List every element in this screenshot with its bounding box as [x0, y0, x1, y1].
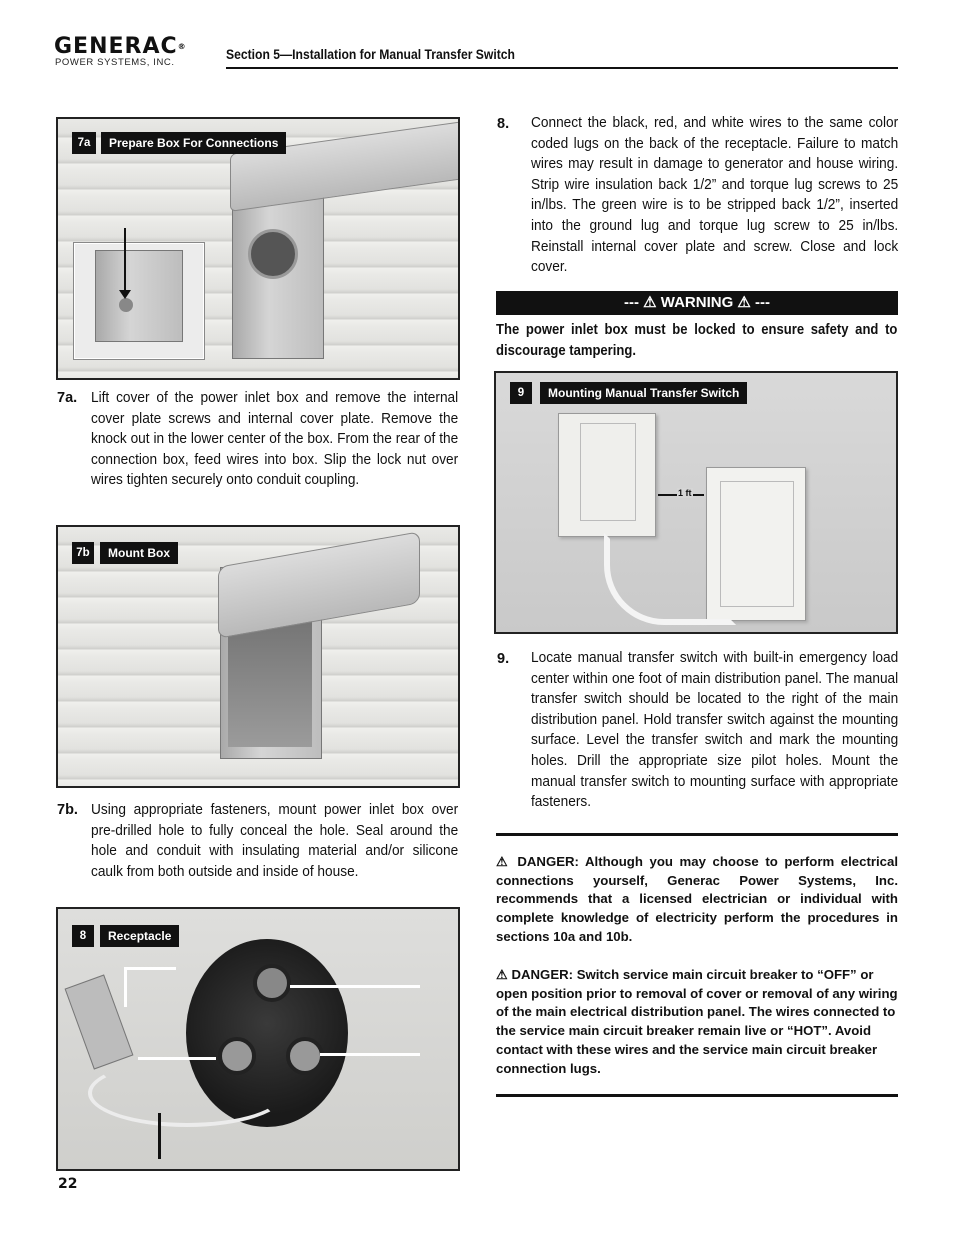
step-7a-body: Lift cover of the power inlet box and remove the internal cover plate screws and internal cover plate. Remove the knock out in the lower center of the box. From the rear of the connection box, feed wires into box. Slip the lock nut over wires tighten securely onto conduit coupling.: [91, 389, 459, 489]
logo-subtitle: POWER SYSTEMS, INC.: [55, 57, 175, 68]
pointer-arrow-top: [290, 985, 420, 988]
step-9-text: [531, 648, 898, 813]
step-7b-text: [91, 800, 458, 882]
pointer-arrow-right: [320, 1053, 420, 1056]
figure-7a-caption: Prepare Box For Connections: [101, 132, 286, 154]
page-number: 22: [58, 1176, 78, 1192]
warning-body: The power inlet box must be locked to ensure safety and to discourage tampering.: [496, 322, 898, 359]
warning-text: [496, 320, 898, 361]
registered-mark: ®: [177, 42, 187, 51]
inset-photo: [74, 243, 204, 359]
step-9-number: 9.: [497, 651, 510, 667]
step-7a-text: [91, 388, 458, 491]
figure-9: [494, 371, 898, 634]
figure-8-number: 8: [72, 925, 94, 947]
distance-label: 1 ft: [678, 488, 692, 498]
logo-text: GENERAC: [54, 34, 178, 59]
figure-7a-number: 7a: [72, 132, 96, 154]
danger-2: ⚠ DANGER: Switch service main circuit breaker to “OFF” or open position prior to removal of cover or removal of any wiring of the main electrical distribution panel. The wires connected to the service main circuit breaker remain live or “HOT”. Avoid contact with these wires and the service main circuit breaker connection lugs.: [496, 967, 898, 1076]
section-title: Section 5—Installation for Manual Transfer Switch: [226, 47, 515, 62]
figure-9-number: 9: [510, 382, 532, 404]
figure-7a: [56, 117, 460, 380]
danger-bottom-rule: [496, 1094, 898, 1097]
generac-logo: [54, 36, 187, 58]
step-7a-number: 7a.: [57, 390, 78, 406]
step-7b-body: Using appropriate fasteners, mount power inlet box over pre-drilled hole to fully conceal the hole. Seal around the hole and conduit with insulating material and/or silicone caulk from both outside and inside of house.: [91, 801, 459, 880]
figure-8-caption: Receptacle: [100, 925, 179, 947]
lug-right-image: [286, 1037, 324, 1075]
knockout-image: [119, 298, 133, 312]
step-8-body: Connect the black, red, and white wires to the same color coded lugs on the back of the receptacle. Failure to match wires may result in damage to generator and house wiring. Strip wire insulation back 1/2” and torque lug screws to 25 in/lbs. The green wire is to be stripped back 1/2”, inserted into the ground lug and torque lug screw to 25 in/lbs. Reinstall internal cover plate and screw. Close and lock cover.: [531, 114, 899, 276]
danger-top-rule: [496, 833, 898, 836]
receptacle-image: [248, 229, 298, 279]
figure-7b: [56, 525, 460, 788]
pointer-arrow-ground: [124, 967, 127, 1007]
main-panel-door-image: [580, 423, 636, 521]
conduit-image: [604, 533, 736, 625]
open-box-image: [95, 250, 183, 342]
step-7b-number: 7b.: [57, 802, 78, 818]
figure-7b-caption: Mount Box: [100, 542, 178, 564]
lug-top-image: [253, 964, 291, 1002]
knockout-arrow-head: [119, 290, 131, 299]
figure-7b-number: 7b: [72, 542, 94, 564]
figure-8: [56, 907, 460, 1171]
step-9-body: Locate manual transfer switch with built-in emergency load center within one foot of main distribution panel. The manual transfer switch should be located to the right of the main distribution panel. Hold transfer switch against the mounting surface. Level the transfer switch and mark the mounting holes. Drill the appropriate size pilot holes. Mount the manual transfer switch to mounting surface with appropriate fasteners.: [531, 649, 899, 811]
step-8-text: [531, 113, 898, 278]
danger-1: ⚠ DANGER: Although you may choose to perform electrical connections yourself, Generac Power Systems, Inc. recommends that a licensed electrician or individual with complete knowledge of electricity perform the procedures in sections 10a and 10b.: [496, 854, 898, 944]
pointer-arrow-ground-h: [124, 967, 176, 970]
figure-9-caption: Mounting Manual Transfer Switch: [540, 382, 747, 404]
pointer-arrow-left: [138, 1057, 216, 1060]
wire-image: [88, 1059, 286, 1127]
step-8-number: 8.: [497, 116, 510, 132]
knockout-arrow: [124, 228, 126, 294]
pointer-arrow-wire: [158, 1113, 161, 1159]
header-divider: [226, 67, 898, 69]
warning-banner: --- ⚠ WARNING ⚠ ---: [496, 291, 898, 315]
